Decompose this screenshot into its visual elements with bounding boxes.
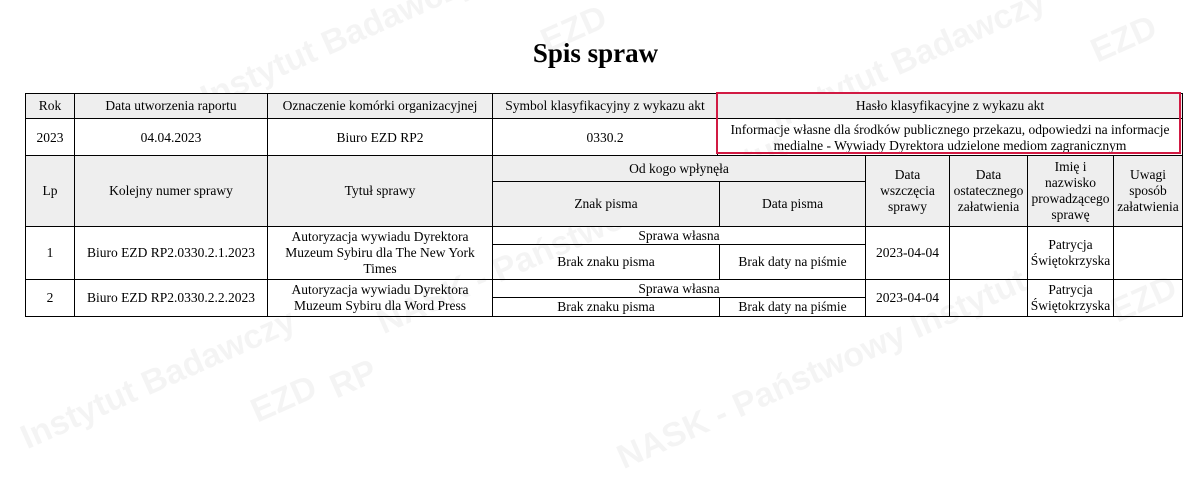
- cell-start-date: 2023-04-04: [866, 280, 950, 317]
- cell-letter-sign: Brak znaku pisma: [493, 245, 720, 280]
- page-title: Spis spraw: [532, 38, 659, 68]
- value-report-date: 04.04.2023: [75, 119, 268, 157]
- header-handler: Imię i nazwisko prowadzącego sprawę: [1028, 156, 1114, 227]
- cell-remarks: [1114, 280, 1183, 317]
- header-case-number: Kolejny numer sprawy: [75, 156, 268, 227]
- table-row: [26, 280, 1183, 298]
- header-unit: Oznaczenie komórki organizacyjnej: [268, 94, 493, 119]
- cell-start-date: 2023-04-04: [866, 227, 950, 280]
- header-case-title: Tytuł sprawy: [268, 156, 493, 227]
- cell-case-title: Autoryzacja wywiadu Dyrektora Muzeum Sybiru dla The New York Times: [268, 227, 493, 280]
- cell-lp: 2: [26, 280, 75, 317]
- header-report-date: Data utworzenia raportu: [75, 94, 268, 119]
- value-keyword: Informacje własne dla środków publicznego przekazu, odpowiedzi na informacje medialne - Wywiady Dyrektora udzielone mediom zagranicznym: [718, 119, 1183, 157]
- cell-letter-sign: Brak znaku pisma: [493, 298, 720, 317]
- report-meta-table: [25, 93, 1183, 157]
- header-lp: Lp: [26, 156, 75, 227]
- cell-letter-date: Brak daty na piśmie: [720, 245, 866, 280]
- cases-table: [25, 155, 1183, 317]
- header-final-date: Data ostatecznego załatwienia: [950, 156, 1028, 227]
- header-keyword: Hasło klasyfikacyjne z wykazu akt: [718, 94, 1183, 119]
- value-symbol: 0330.2: [493, 119, 718, 157]
- watermark: [324, 352, 383, 407]
- cell-case-number: Biuro EZD RP2.0330.2.1.2023: [75, 227, 268, 280]
- header-letter-date: Data pisma: [720, 182, 866, 227]
- header-from-whom: Od kogo wpłynęła: [493, 156, 866, 182]
- cell-final-date: [950, 227, 1028, 280]
- table-row: [26, 227, 1183, 245]
- watermark: [15, 301, 302, 457]
- header-symbol: Symbol klasyfikacyjny z wykazu akt: [493, 94, 718, 119]
- cell-case-number: Biuro EZD RP2.0330.2.2.2023: [75, 280, 268, 317]
- cell-letter-date: Brak daty na piśmie: [720, 298, 866, 317]
- header-letter-sign: Znak pisma: [493, 182, 720, 227]
- cell-remarks: [1114, 227, 1183, 280]
- cell-from-whom: Sprawa własna: [493, 227, 866, 245]
- cell-lp: 1: [26, 227, 75, 280]
- watermark: [245, 368, 323, 431]
- header-remarks: Uwagi sposób załatwienia: [1114, 156, 1183, 227]
- header-start-date: Data wszczęcia sprawy: [866, 156, 950, 227]
- cell-handler: Patrycja Świętokrzyska: [1028, 227, 1114, 280]
- cell-handler: Patrycja Świętokrzyska: [1028, 280, 1114, 317]
- cell-from-whom: Sprawa własna: [493, 280, 866, 298]
- cell-case-title: Autoryzacja wywiadu Dyrektora Muzeum Sybiru dla Word Press: [268, 280, 493, 317]
- value-unit: Biuro EZD RP2: [268, 119, 493, 157]
- cell-final-date: [950, 280, 1028, 317]
- header-year: Rok: [26, 94, 75, 119]
- value-year: 2023: [26, 119, 75, 157]
